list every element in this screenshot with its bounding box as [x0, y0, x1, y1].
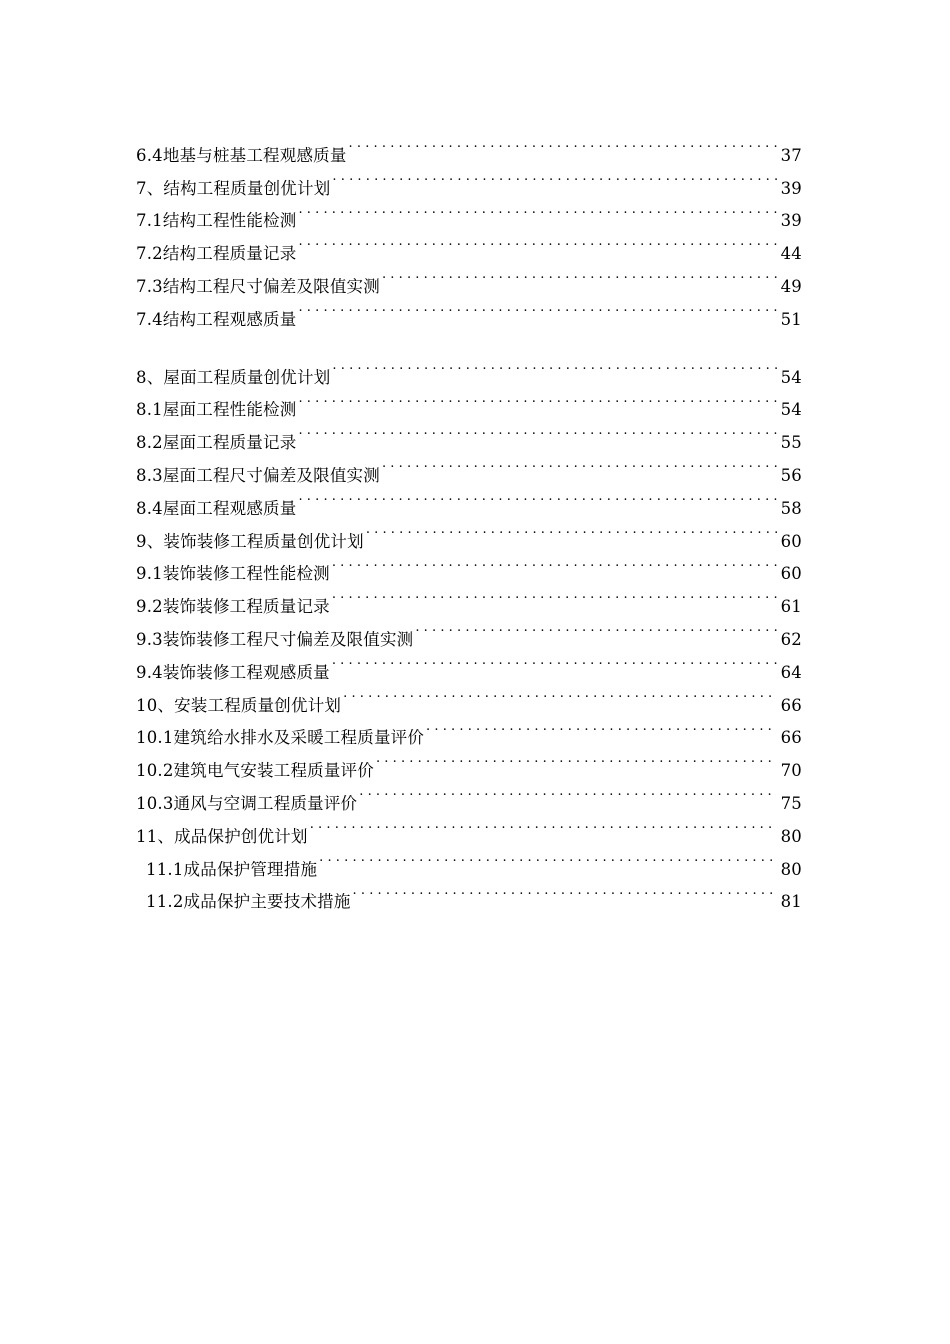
toc-entry-page-number: 39: [780, 178, 802, 198]
toc-entry-title: 10、安装工程质量创优计划: [136, 695, 342, 715]
toc-entry-title: 8、屋面工程质量创优计划: [136, 367, 331, 387]
toc-entry-page-number: 60: [780, 564, 802, 584]
toc-entry-title: 9.3装饰装修工程尺寸偏差及限值实测: [136, 629, 414, 649]
toc-entry-page-number: 64: [780, 662, 802, 682]
toc-entry-title: 10.2建筑电气安装工程质量评价: [136, 761, 374, 781]
toc-entry-title: 9.4装饰装修工程观感质量: [136, 662, 330, 682]
dot-leader: [366, 514, 777, 547]
toc-entry-page-number: 70: [780, 761, 802, 781]
dot-leader: [332, 645, 777, 678]
toc-entry-page-number: 56: [780, 465, 802, 485]
dot-leader: [382, 259, 777, 292]
dot-leader: [332, 579, 777, 612]
toc-entry-title: 7.3结构工程尺寸偏差及限值实测: [136, 276, 380, 296]
toc-entry-page-number: 51: [780, 309, 802, 329]
toc-entry-page-number: 39: [780, 211, 802, 231]
dot-leader: [298, 194, 777, 227]
toc-entry-page-number: 54: [780, 400, 802, 420]
dot-leader: [298, 292, 777, 325]
dot-leader: [298, 415, 777, 448]
dot-leader: [349, 128, 777, 161]
dot-leader: [332, 350, 777, 383]
toc-entry-page-number: 80: [780, 859, 802, 879]
toc-entry-page-number: 60: [780, 531, 802, 551]
toc-entry-page-number: 66: [780, 728, 802, 748]
toc-entry-title: 7、结构工程质量创优计划: [136, 178, 331, 198]
dot-leader: [426, 711, 777, 744]
toc-entry-title: 7.2结构工程质量记录: [136, 244, 297, 264]
toc-entry-page-number: 55: [780, 433, 802, 453]
toc-entry-title: 8.3屋面工程尺寸偏差及限值实测: [136, 465, 380, 485]
toc-entry-title: 9、装饰装修工程质量创优计划: [136, 531, 364, 551]
toc-entry-title: 11.2成品保护主要技术措施: [146, 892, 351, 912]
dot-leader: [319, 842, 777, 875]
toc-entry-page-number: 62: [780, 629, 802, 649]
toc-entry-title: 8.2屋面工程质量记录: [136, 433, 297, 453]
toc-entry-title: 11、成品保护创优计划: [136, 826, 308, 846]
toc-entry-page-number: 66: [780, 695, 802, 715]
toc-entry-page-number: 81: [780, 892, 802, 912]
toc-entry-title: 9.2装饰装修工程质量记录: [136, 597, 330, 617]
toc-entry-title: 6.4地基与桩基工程观感质量: [136, 145, 347, 165]
toc-entry-page-number: 49: [780, 276, 802, 296]
toc-entry-page-number: 75: [780, 793, 802, 813]
toc-entry-title: 9.1装饰装修工程性能检测: [136, 564, 330, 584]
toc-entry-page-number: 80: [780, 826, 802, 846]
toc-entry-page-number: 58: [780, 498, 802, 518]
dot-leader: [343, 678, 777, 711]
toc-entry[interactable]: [136, 350, 802, 387]
toc-entry[interactable]: [136, 128, 802, 165]
toc-entry-page-number: 54: [780, 367, 802, 387]
dot-leader: [332, 547, 777, 580]
dot-leader: [359, 776, 777, 809]
toc-entry-page-number: 61: [780, 597, 802, 617]
dot-leader: [298, 383, 777, 416]
toc-entry-title: 10.3通风与空调工程质量评价: [136, 793, 358, 813]
toc-entry-page-number: 37: [780, 145, 802, 165]
dot-leader: [332, 161, 777, 194]
toc-entry-title: 8.4屋面工程观感质量: [136, 498, 297, 518]
dot-leader: [353, 875, 777, 908]
table-of-contents: [136, 128, 802, 912]
dot-leader: [415, 612, 777, 645]
dot-leader: [298, 226, 777, 259]
toc-entry-title: 7.1结构工程性能检测: [136, 211, 297, 231]
toc-entry-title: 8.1屋面工程性能检测: [136, 400, 297, 420]
dot-leader: [382, 448, 777, 481]
toc-entry-title: 10.1建筑给水排水及采暖工程质量评价: [136, 728, 425, 748]
toc-entry-title: 7.4结构工程观感质量: [136, 309, 297, 329]
dot-leader: [298, 481, 777, 514]
dot-leader: [310, 809, 777, 842]
dot-leader: [376, 743, 777, 776]
toc-entry-title: 11.1成品保护管理措施: [146, 859, 318, 879]
toc-entry-page-number: 44: [780, 244, 802, 264]
